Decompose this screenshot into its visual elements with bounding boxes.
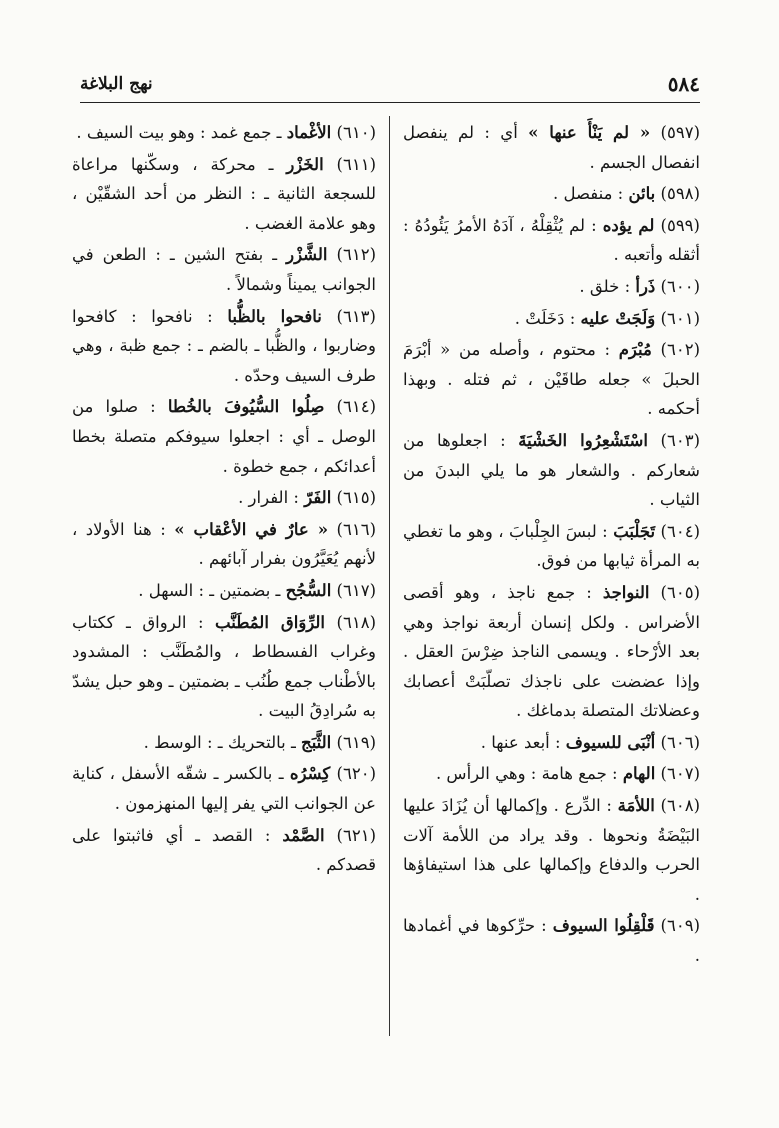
- entry-term: « عارٌ في الأعْقاب »: [174, 519, 329, 539]
- entry-definition: : أبعد عنها .: [480, 732, 566, 752]
- entry-term: الهام: [622, 764, 656, 784]
- entry-term: أنْبَى للسيوف: [565, 732, 656, 752]
- entry-number: (٦٠٦): [660, 732, 700, 752]
- entry-definition: : اجعلوها من شعاركم . والشعار هو ما يلي البدنَ من الثياب .: [403, 430, 700, 510]
- entry-term: قَلْقِلُوا السيوف: [552, 916, 655, 936]
- page-number: ٥٨٤: [667, 72, 700, 96]
- entry-term: صِلُوا السُّيُوفَ بالخُطا: [167, 397, 325, 417]
- entry-number: (٦١٤): [336, 397, 376, 417]
- entry-number: (٦١٩): [336, 732, 376, 752]
- entry-term: « لم يَنْأَ عنها »: [528, 123, 651, 142]
- entry-definition: : منفصل .: [552, 184, 629, 204]
- entry-definition: : نافحوا : كافحوا وضاربوا ، والظُّبا ـ بالضم ـ : جمع ظبة ، وهي طرف السيف وحدّه .: [72, 306, 376, 385]
- entry-number: (٦٠٥): [660, 582, 700, 602]
- entry-term: الأغْماد: [286, 123, 332, 142]
- left-column: [72, 118, 376, 882]
- glossary-entry: [403, 335, 700, 424]
- glossary-entry: [403, 728, 700, 758]
- entry-number: (٦١٣): [336, 306, 376, 326]
- entry-definition: : محتوم ، وأصله من « أبْرَمَ الحبلَ » جعله طاقَيْن ، ثم فتله . وبهذا أحكمه .: [403, 340, 700, 419]
- entry-number: (٦١٠): [336, 123, 376, 142]
- entry-definition: ـ بالتحريك ـ : الوسط .: [143, 732, 302, 752]
- entry-definition: : القصد ـ أي فاثبتوا على قصدكم .: [72, 825, 376, 875]
- entry-term: نافحوا بالظُّبا: [227, 306, 322, 326]
- entry-number: (٦٢٠): [336, 764, 376, 784]
- entry-number: (٦٠٨): [660, 796, 700, 816]
- entry-number: (٦١٢): [336, 245, 377, 265]
- entry-number: (٦١٨): [336, 612, 377, 632]
- entry-definition: ـ بالكسر ـ شقّه الأسفل ، كناية عن الجوانب التي يفر إليها المنهزمون .: [72, 764, 376, 814]
- entry-number: (٦٠١): [660, 308, 700, 328]
- entry-definition: : دَخَلَتْ .: [514, 308, 581, 328]
- entry-term: الرِّوَاق المُطَنَّب: [215, 612, 326, 632]
- entry-term: الثَّبَج: [301, 732, 332, 752]
- right-column: [403, 118, 700, 973]
- glossary-entry: [403, 211, 700, 270]
- glossary-entry: [72, 759, 376, 818]
- entry-definition: : الدِّرع . وإكمالها أن يُزَادَ عليها البَيْضَةُ ونحوها . وقد يراد من اللأمة آلات الحرب والدفاع وإكمالها على هذا استيفاؤها .: [403, 796, 700, 904]
- entry-term: الصَّمْد: [282, 825, 325, 845]
- page-header: [80, 72, 700, 96]
- glossary-entry: [72, 608, 376, 726]
- glossary-entry: [403, 179, 700, 209]
- glossary-entry: [72, 240, 376, 299]
- entry-term: مُبْرَم: [618, 340, 652, 360]
- entry-term: ذَرأ: [635, 276, 656, 296]
- glossary-entry: [72, 483, 376, 513]
- glossary-entry: [403, 578, 700, 726]
- entry-term: اللأمَة: [617, 796, 655, 816]
- glossary-entry: [403, 304, 700, 334]
- entry-term: اسْتَشْعِرُوا الخَشْيَةَ: [518, 430, 648, 450]
- glossary-entry: [72, 576, 376, 606]
- entry-number: (٦٢١): [336, 825, 376, 845]
- glossary-entry: [403, 759, 700, 789]
- entry-term: لم يؤده: [602, 215, 655, 235]
- entry-definition: : حرِّكوها في أغمادها .: [403, 916, 700, 966]
- entry-term: كِسْرُه: [289, 764, 331, 784]
- book-title: نهج البلاغة: [80, 74, 153, 94]
- column-divider: [389, 116, 390, 1036]
- entry-term: النواجذ: [602, 582, 650, 602]
- entry-term: تَجَلْبَبَ: [613, 521, 656, 541]
- glossary-entry: [403, 911, 700, 970]
- entry-definition: ـ بضمتين ـ : السهل .: [138, 580, 286, 600]
- entry-number: (٦٠٤): [660, 521, 700, 541]
- entry-term: بائن: [628, 184, 656, 204]
- entry-number: (٦٠٢): [660, 340, 700, 360]
- entry-number: (٥٩٧): [660, 123, 700, 142]
- glossary-entry: [72, 150, 376, 239]
- entry-definition: : جمع هامة : وهي الرأس .: [435, 764, 623, 784]
- entry-definition: أي : لم ينفصل انفصال الجسم .: [403, 123, 700, 172]
- entry-definition: : هنا الأولاد ، لأنهم يُعَيَّرُون بفرار آبائهم .: [72, 519, 376, 569]
- entry-number: (٦١٧): [336, 580, 376, 600]
- entry-number: (٦١١): [336, 154, 376, 174]
- entry-term: الشَّزْر: [286, 245, 328, 265]
- glossary-entry: [72, 118, 376, 148]
- glossary-entry: [403, 118, 700, 177]
- entry-definition: ـ محركة ، وسكّنها مراعاة للسجعة الثانية ـ : النظر من أحد الشقّيْن ، وهو علامة الغضب .: [72, 154, 376, 233]
- entry-definition: : لم يُثْقِلْهُ ، آدَهُ الأمرُ يَئُودُهُ : أثقله وأتعبه .: [403, 215, 700, 265]
- header-rule: [80, 102, 700, 103]
- entry-term: الفَرّ: [304, 488, 332, 508]
- glossary-entry: [72, 728, 376, 758]
- entry-number: (٦٠٠): [660, 276, 700, 296]
- entry-term: السُّجُح: [285, 580, 332, 600]
- entry-term: الخَزْر: [286, 154, 324, 174]
- glossary-entry: [72, 515, 376, 574]
- entry-definition: : خلق .: [579, 276, 636, 296]
- entry-number: (٥٩٩): [660, 215, 700, 235]
- entry-number: (٥٩٨): [660, 184, 700, 204]
- entry-definition: : الرواق ـ ككتاب وغراب الفسطاط ، والمُطَنَّب : المشدود بالأطْناب جمع طُنُب ـ بضمتين ـ وهو حبل يشدّ به سُرادِقُ البيت .: [72, 612, 376, 721]
- entry-definition: : جمع ناجذ ، وهو أقصى الأضراس . ولكل إنسان أربعة نواجذ وهي بعد الأرْحاء . ويسمى الناجذ ضِرْسَ العقل . وإذا عضضت على ناجذك تصلّبَتْ أعصابك وعضلاتك المتصلة بدماغك .: [403, 582, 700, 721]
- glossary-entry: [403, 791, 700, 909]
- glossary-entry: [72, 821, 376, 880]
- entry-definition: ـ جمع غمد : وهو بيت السيف .: [76, 123, 287, 142]
- entry-number: (٦٠٩): [660, 916, 700, 936]
- glossary-entry: [403, 272, 700, 302]
- glossary-entry: [72, 392, 376, 481]
- entry-definition: : لبسَ الجِلْبابَ ، وهو ما تغطي به المرأة ثيابها من فوق.: [403, 521, 700, 571]
- glossary-entry: [403, 517, 700, 576]
- entry-number: (٦٠٧): [660, 764, 700, 784]
- entry-definition: ـ بفتح الشين ـ : الطعن في الجوانب يميناً وشمالاً .: [72, 245, 376, 294]
- entry-number: (٦١٥): [336, 488, 376, 508]
- entry-definition: : صلوا من الوصل ـ أي : اجعلوا سيوفكم متصلة بخطا أعدائكم ، جمع خطوة .: [72, 397, 376, 476]
- entry-term: وَلَجَتْ عليه: [580, 308, 656, 328]
- entry-number: (٦١٦): [336, 519, 376, 539]
- entry-definition: : الفرار .: [238, 488, 305, 508]
- glossary-entry: [72, 302, 376, 391]
- glossary-entry: [403, 426, 700, 515]
- entry-number: (٦٠٣): [660, 430, 701, 450]
